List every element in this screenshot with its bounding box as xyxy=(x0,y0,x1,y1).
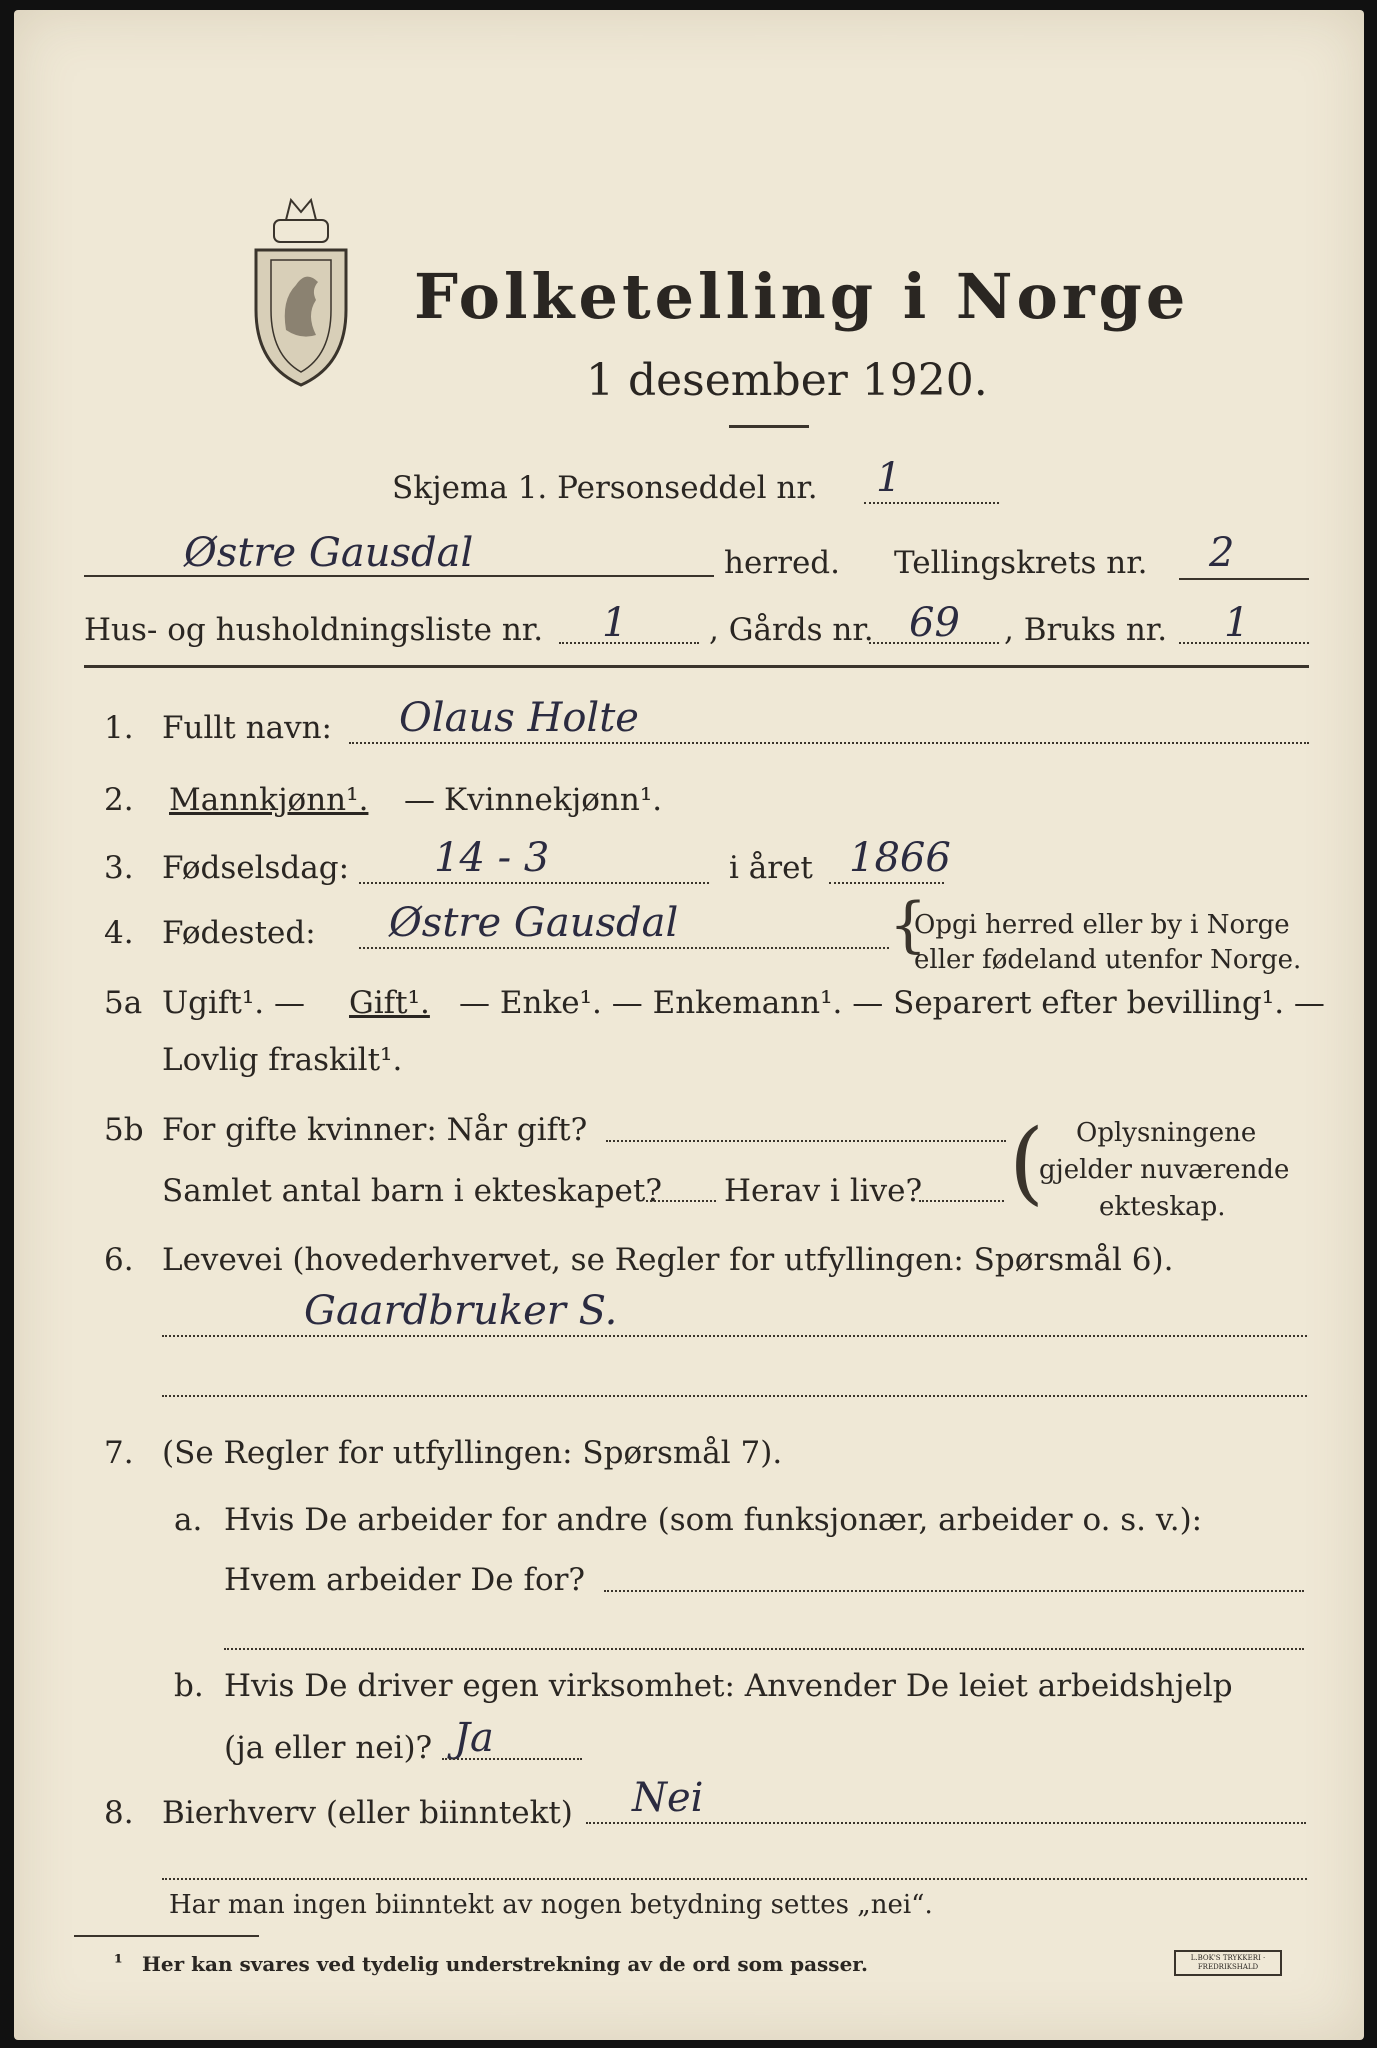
q8-label: Bierhverv (eller biinntekt) xyxy=(162,1795,573,1831)
q7-label: (Se Regler for utfyllingen: Spørsmål 7). xyxy=(162,1435,783,1471)
hired-help-value[interactable]: Ja xyxy=(454,1715,494,1761)
gards-line xyxy=(869,642,999,644)
birthplace-line xyxy=(359,947,889,949)
herav-line xyxy=(919,1200,1004,1202)
birthdate-line xyxy=(359,882,709,884)
birthyear-line xyxy=(829,882,944,884)
side-income-line2 xyxy=(162,1878,1307,1880)
bruks-label: , Bruks nr. xyxy=(1004,612,1168,648)
footnote-mark: ¹ xyxy=(114,1950,123,1974)
q7b-question: Hvis De driver egen virksomhet: Anvender De leiet arbeidshjelp xyxy=(224,1668,1233,1704)
q4-brace: { xyxy=(889,890,928,960)
hus-nr[interactable]: 1 xyxy=(602,600,628,646)
gards-label: , Gårds nr. xyxy=(709,612,874,648)
q7a-letter: a. xyxy=(174,1502,203,1538)
tellingskrets-nr[interactable]: 2 xyxy=(1209,530,1235,576)
herred-value[interactable]: Østre Gausdal xyxy=(184,530,474,576)
q3-label: Fødselsdag: xyxy=(162,850,350,886)
printer-stamp: L.BOK'S TRYKKERI · FREDRIKSHALD xyxy=(1174,1950,1282,1976)
full-name-line xyxy=(349,742,1309,744)
female-option[interactable]: Kvinnekjønn¹. xyxy=(444,782,663,818)
birthdate-value[interactable]: 14 - 3 xyxy=(434,835,550,881)
q1-number: 1. xyxy=(104,710,134,746)
birthyear-value[interactable]: 1866 xyxy=(849,835,951,881)
personseddel-line xyxy=(864,502,999,504)
occupation-line1 xyxy=(162,1335,1307,1337)
q2-number: 2. xyxy=(104,782,134,818)
q7b-yesno-label: (ja eller nei)? xyxy=(224,1730,433,1766)
occupation-line2 xyxy=(162,1395,1307,1397)
ugift-option[interactable]: Ugift¹. — xyxy=(162,985,305,1021)
q4-note-line1: Opgi herred eller by i Norge xyxy=(914,910,1290,940)
section-divider xyxy=(84,665,1309,668)
q8-number: 8. xyxy=(104,1795,134,1831)
q5a-number: 5a xyxy=(104,985,143,1021)
full-name-value[interactable]: Olaus Holte xyxy=(399,695,639,741)
bruks-nr[interactable]: 1 xyxy=(1224,600,1250,646)
gards-nr[interactable]: 69 xyxy=(909,600,960,646)
occupation-value[interactable]: Gaardbruker S. xyxy=(304,1288,618,1334)
footnote-text: Her kan svares ved tydelig understrekning av de ord som passer. xyxy=(142,1952,868,1976)
q7b-letter: b. xyxy=(174,1668,204,1704)
q5b-note-line1: Oplysningene xyxy=(1076,1118,1257,1148)
gift-option[interactable]: Gift¹. xyxy=(349,985,430,1021)
q6-label: Levevei (hovederhvervet, se Regler for utfyllingen: Spørsmål 6). xyxy=(162,1242,1174,1278)
q7-number: 7. xyxy=(104,1435,134,1471)
employer-line1 xyxy=(604,1590,1304,1592)
bruks-line xyxy=(1179,642,1309,644)
hus-label: Hus- og husholdningsliste nr. xyxy=(84,612,544,648)
coat-of-arms-icon xyxy=(246,190,356,390)
side-income-value[interactable]: Nei xyxy=(632,1775,704,1821)
male-option[interactable]: Mannkjønn¹. xyxy=(169,782,369,818)
herred-label: herred. xyxy=(724,545,840,581)
herav-label: Herav i live? xyxy=(724,1173,923,1209)
q7a-employer-label: Hvem arbeider De for? xyxy=(224,1562,586,1598)
hus-line xyxy=(559,642,699,644)
tellingskrets-line xyxy=(1179,578,1309,580)
skjema-label: Skjema 1. Personseddel nr. xyxy=(392,470,818,506)
census-date: 1 desember 1920. xyxy=(586,355,988,406)
q5b-number: 5b xyxy=(104,1112,144,1148)
q7a-question: Hvis De arbeider for andre (som funksjonær, arbeider o. s. v.): xyxy=(224,1502,1203,1538)
herred-line xyxy=(84,575,714,577)
lovlig-fraskilt-option[interactable]: Lovlig fraskilt¹. xyxy=(162,1042,403,1078)
q4-label: Fødested: xyxy=(162,915,316,951)
q5a-other-options[interactable]: — Enke¹. — Enkemann¹. — Separert efter bevilling¹. — xyxy=(459,985,1325,1021)
personseddel-nr[interactable]: 1 xyxy=(876,455,902,501)
employer-line2 xyxy=(224,1648,1304,1650)
q5b-note-line2: gjelder nuværende xyxy=(1039,1155,1290,1185)
q5b-brace: ( xyxy=(1009,1110,1045,1215)
q5b-note-line3: ekteskap. xyxy=(1099,1192,1226,1222)
footer-note: Har man ingen biinntekt av nogen betydning settes „nei“. xyxy=(169,1890,933,1920)
form-title: Folketelling i Norge xyxy=(414,260,1190,333)
married-when-line xyxy=(606,1140,1006,1142)
children-line xyxy=(646,1200,716,1202)
hired-help-line xyxy=(442,1758,582,1760)
tellingskrets-label: Tellingskrets nr. xyxy=(894,545,1148,581)
q4-note-line2: eller fødeland utenfor Norge. xyxy=(914,945,1302,975)
q4-number: 4. xyxy=(104,915,134,951)
q1-label: Fullt navn: xyxy=(162,710,332,746)
q6-number: 6. xyxy=(104,1242,134,1278)
census-form xyxy=(14,10,1364,2040)
q3-number: 3. xyxy=(104,850,134,886)
q2-separator: — xyxy=(404,782,435,818)
birthplace-value[interactable]: Østre Gausdal xyxy=(389,900,679,946)
q5b-children-label: Samlet antal barn i ekteskapet? xyxy=(162,1173,662,1209)
q5b-married-when-label: For gifte kvinner: Når gift? xyxy=(162,1112,588,1148)
year-label: i året xyxy=(729,850,813,886)
side-income-line1 xyxy=(586,1822,1306,1824)
title-divider xyxy=(729,425,809,428)
footnote-divider xyxy=(74,1935,259,1937)
